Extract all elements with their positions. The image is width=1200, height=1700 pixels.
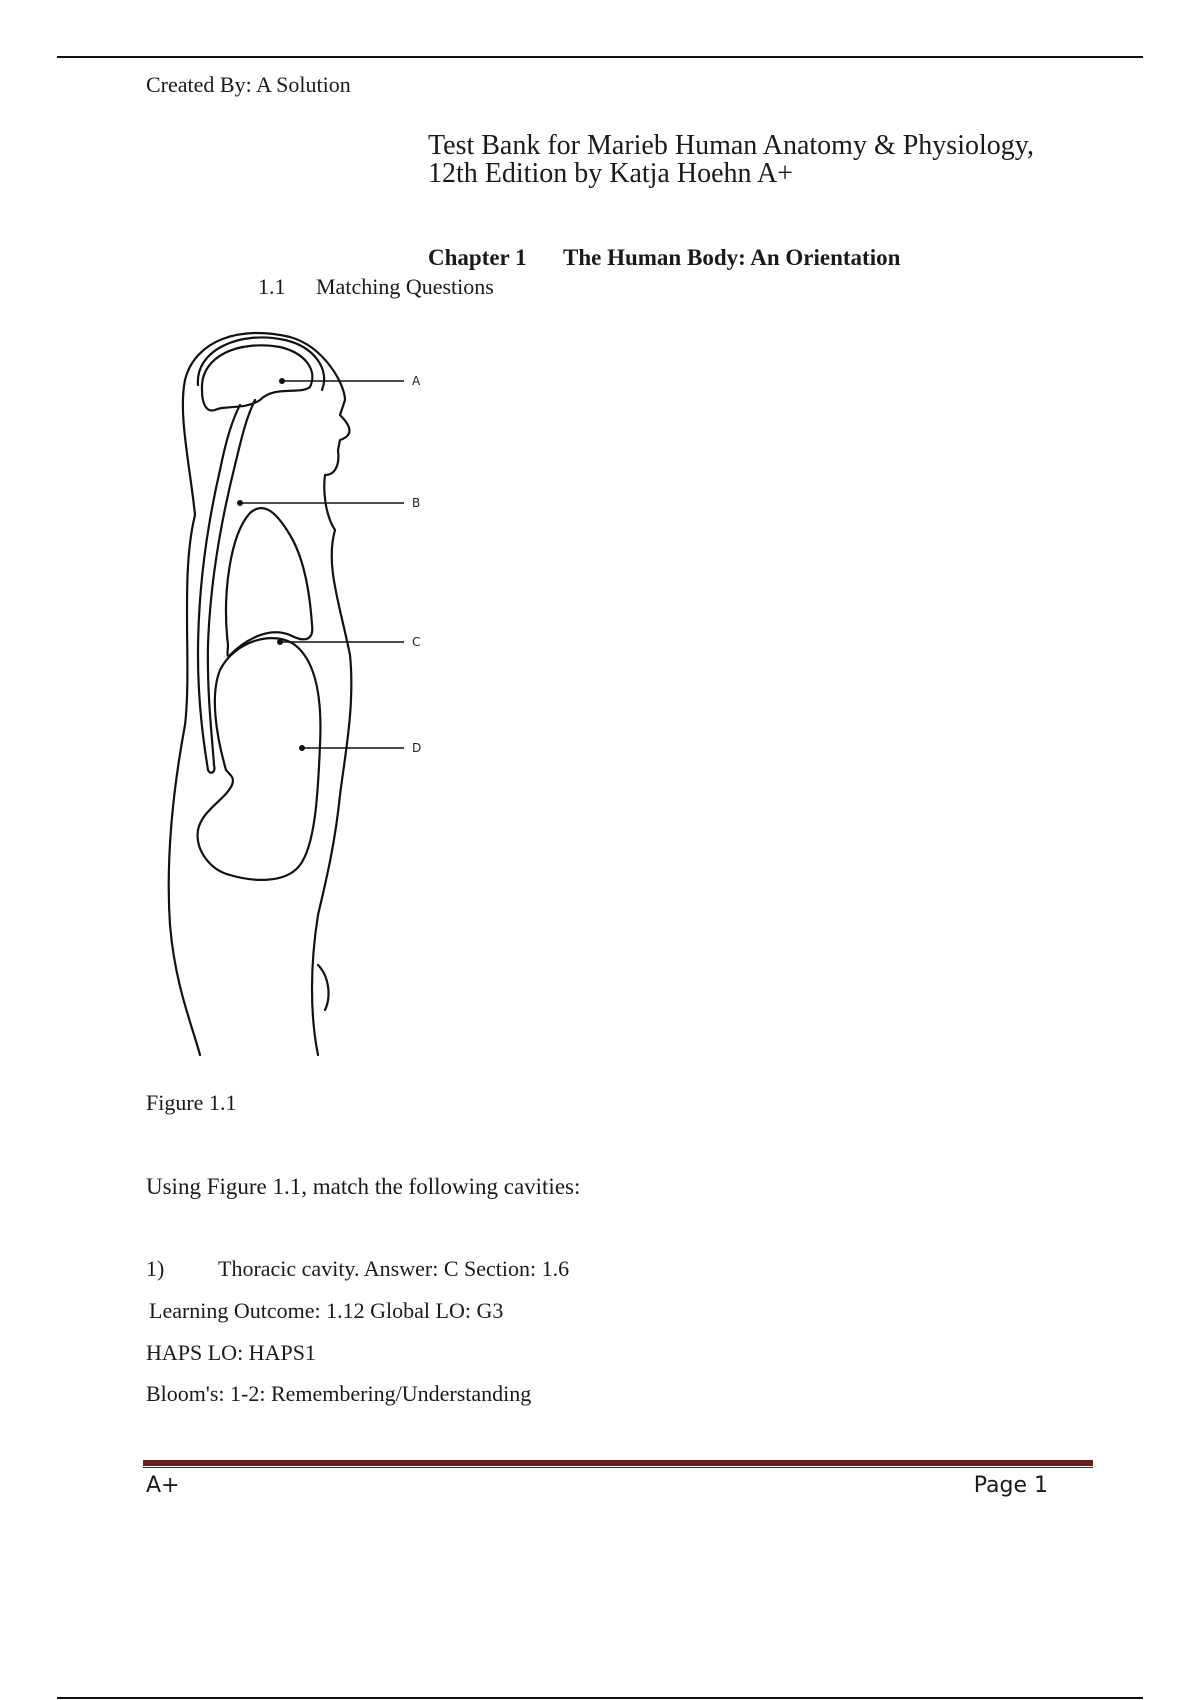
- haps-lo: HAPS LO: HAPS1: [146, 1340, 316, 1365]
- question-number: 1): [146, 1256, 165, 1281]
- section-heading: [258, 274, 494, 300]
- title-line-2: 12th Edition by Katja Hoehn A+: [428, 158, 793, 189]
- thoracic-cavity-outline: [226, 508, 312, 656]
- figure-label-a: A: [412, 374, 421, 388]
- chapter-heading: [428, 245, 900, 271]
- figure-label-b: B: [412, 496, 421, 510]
- marker-dot-a: [279, 378, 285, 384]
- figure-label-c: C: [412, 635, 421, 649]
- title-line-1: Test Bank for Marieb Human Anatomy & Physiology,: [428, 130, 1034, 161]
- chapter-title: The Human Body: An Orientation: [563, 245, 901, 270]
- top-rule: [57, 56, 1143, 58]
- body-outline: [169, 333, 352, 1055]
- body-cavities-figure: [140, 325, 440, 1065]
- chapter-number: Chapter 1: [428, 245, 527, 270]
- section-number: 1.1: [258, 274, 286, 299]
- question-text: Thoracic cavity. Answer: C Section: 1.6: [218, 1256, 570, 1281]
- vertebral-canal-inner: [198, 405, 240, 773]
- marker-dot-b: [237, 500, 243, 506]
- bottom-rule: [57, 1697, 1143, 1699]
- learning-outcome: Learning Outcome: 1.12 Global LO: G3: [149, 1298, 504, 1323]
- instruction-text: Using Figure 1.1, match the following cavities:: [146, 1174, 581, 1199]
- question-1: [146, 1256, 569, 1282]
- blooms-level: Bloom's: 1-2: Remembering/Understanding: [146, 1381, 532, 1406]
- abdominopelvic-cavity-outline: [198, 638, 321, 880]
- cranial-cavity-outline: [202, 345, 312, 410]
- footer-rule: [143, 1460, 1093, 1466]
- footer-left-text: A+: [146, 1473, 180, 1498]
- figure-caption: Figure 1.1: [146, 1090, 237, 1115]
- page-number: Page 1: [973, 1473, 1048, 1498]
- section-title: Matching Questions: [316, 274, 494, 299]
- marker-dot-d: [299, 745, 305, 751]
- created-by-text: Created By: A Solution: [146, 72, 351, 97]
- marker-dot-c: [277, 639, 283, 645]
- hip-bump: [318, 965, 329, 1010]
- figure-label-d: D: [412, 741, 422, 755]
- document-title: [428, 132, 1128, 188]
- footer-rule-thin: [143, 1467, 1093, 1468]
